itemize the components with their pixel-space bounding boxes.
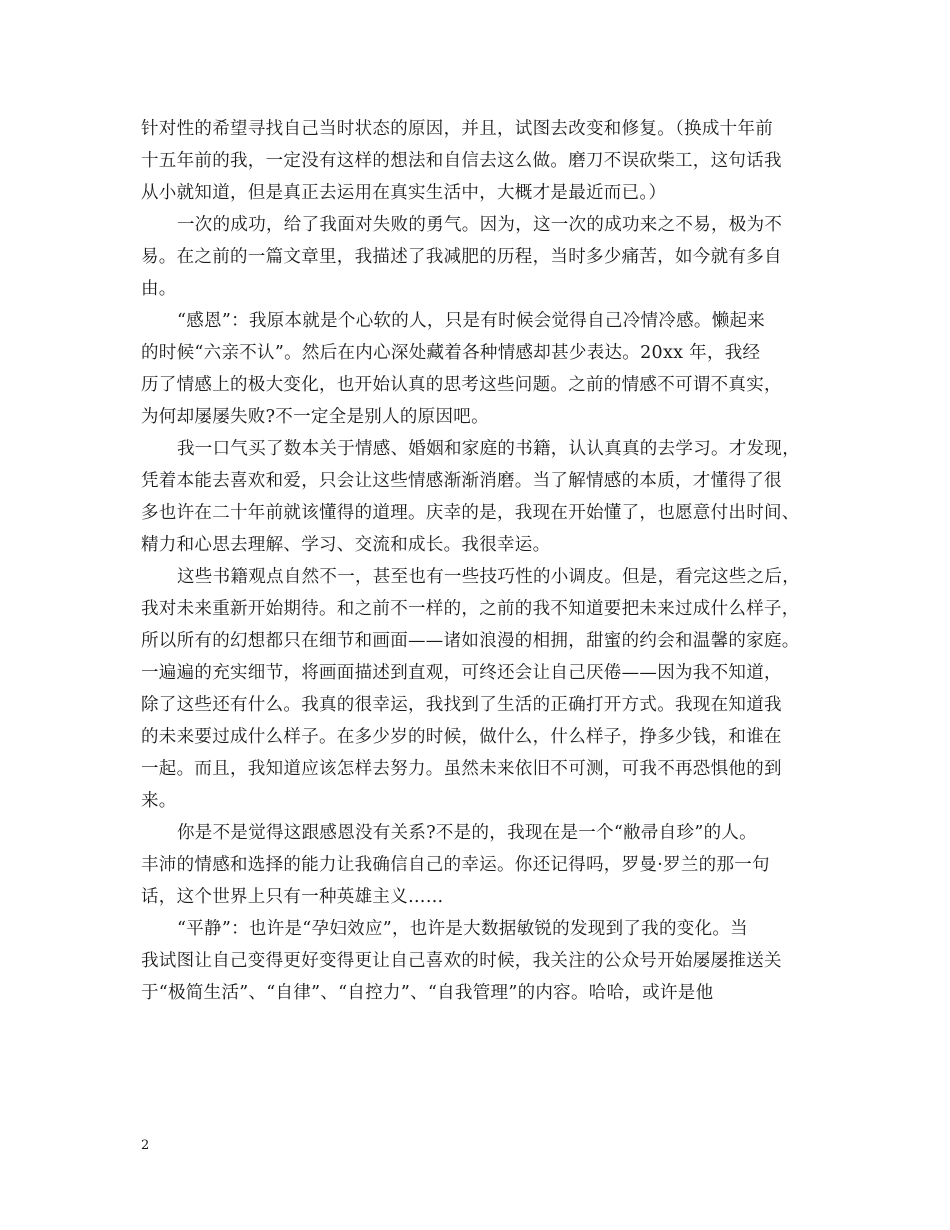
text-line: 精力和心思去理解、学习、交流和成长。我很幸运。 bbox=[141, 535, 551, 555]
paragraph bbox=[141, 113, 821, 209]
text-line: 我对未来重新开始期待。和之前不一样的，之前的我不知道要把未来过成什么样子， bbox=[141, 599, 800, 619]
text-line: 你是不是觉得这跟感恩没有关系?不是的，我现在是一个“敝帚自珍”的人。 bbox=[177, 823, 757, 843]
text-line: 话，这个世界上只有一种英雄主义…… bbox=[141, 887, 444, 907]
text-line: 来。 bbox=[141, 791, 177, 811]
paragraph bbox=[141, 305, 821, 433]
text-line: 为何却屡屡失败?不一定全是别人的原因吧。 bbox=[141, 407, 489, 427]
text-line: 一次的成功，给了我面对失败的勇气。因为，这一次的成功来之不易，极为不 bbox=[177, 215, 783, 235]
text-line: 一起。而且，我知道应该怎样去努力。虽然未来依旧不可测，可我不再恐惧他的到 bbox=[141, 759, 782, 779]
paragraph bbox=[141, 209, 821, 305]
document-body bbox=[141, 113, 821, 1009]
text-line: 除了这些还有什么。我真的很幸运，我找到了生活的正确打开方式。我现在知道我 bbox=[141, 695, 782, 715]
text-line: 十五年前的我，一定没有这样的想法和自信去这么做。磨刀不误砍柴工，这句话我 bbox=[141, 151, 782, 171]
paragraph bbox=[141, 433, 821, 561]
text-line: 凭着本能去喜欢和爱，只会让这些情感渐渐消磨。当了解情感的本质，才懂得了很 bbox=[141, 471, 782, 491]
text-line: 的时候“六亲不认”。然后在内心深处藏着各种情感却甚少表达。20xx 年，我经 bbox=[141, 343, 761, 363]
text-line: “平静”：也许是“孕妇效应”，也许是大数据敏锐的发现到了我的变化。当 bbox=[177, 919, 748, 939]
text-line: 一遍遍的充实细节，将画面描述到直观，可终还会让自己厌倦——因为我不知道， bbox=[141, 663, 782, 683]
text-line: 这些书籍观点自然不一，甚至也有一些技巧性的小调皮。但是，看完这些之后， bbox=[177, 567, 800, 587]
text-line: 丰沛的情感和选择的能力让我确信自己的幸运。你还记得吗，罗曼·罗兰的那一句 bbox=[141, 855, 770, 875]
text-line: “感恩”：我原本就是个心软的人，只是有时候会觉得自己冷情冷感。懒起来 bbox=[177, 311, 766, 331]
text-line: 的未来要过成什么样子。在多少岁的时候，做什么，什么样子，挣多少钱，和谁在 bbox=[141, 727, 782, 747]
text-line: 我试图让自己变得更好变得更让自己喜欢的时候，我关注的公众号开始屡屡推送关 bbox=[141, 951, 782, 971]
text-line: 于“极简生活”、“自律”、“自控力”、“自我管理”的内容。哈哈，或许是他 bbox=[141, 983, 714, 1003]
paragraph bbox=[141, 561, 821, 817]
text-line: 由。 bbox=[141, 279, 177, 299]
paragraph bbox=[141, 817, 821, 913]
text-line: 我一口气买了数本关于情感、婚姻和家庭的书籍，认认真真的去学习。才发现， bbox=[177, 439, 800, 459]
page-number: 2 bbox=[141, 1138, 150, 1153]
text-line: 易。在之前的一篇文章里，我描述了我减肥的历程，当时多少痛苦，如今就有多自 bbox=[141, 247, 782, 267]
text-line: 历了情感上的极大变化，也开始认真的思考这些问题。之前的情感不可谓不真实， bbox=[141, 375, 782, 395]
text-line: 从小就知道，但是真正去运用在真实生活中，大概才是最近而已。） bbox=[141, 183, 667, 203]
text-line: 多也许在二十年前就该懂得的道理。庆幸的是，我现在开始懂了，也愿意付出时间、 bbox=[141, 503, 800, 523]
text-line: 针对性的希望寻找自己当时状态的原因，并且，试图去改变和修复。（换成十年前 bbox=[141, 119, 774, 139]
paragraph bbox=[141, 913, 821, 1009]
text-line: 所以所有的幻想都只在细节和画面——诸如浪漫的相拥，甜蜜的约会和温馨的家庭。 bbox=[141, 631, 800, 651]
